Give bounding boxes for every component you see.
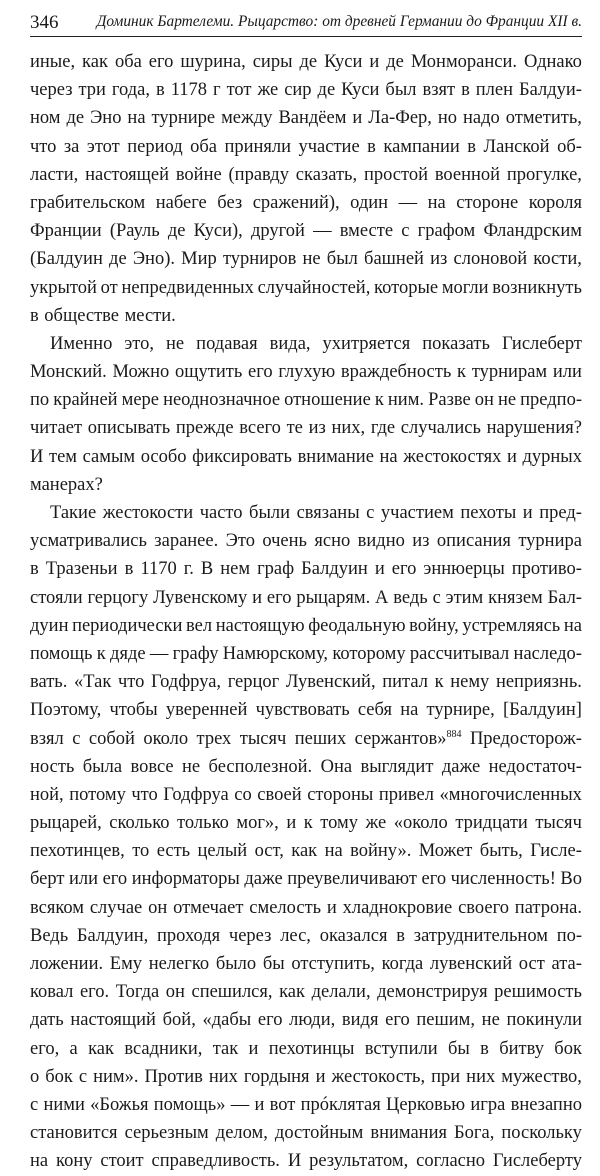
text-line: манерах? xyxy=(30,474,103,495)
text-line: ласти, настоящей войне (правду сказать, простой военной прогулке, xyxy=(30,164,582,185)
text-line: стояли герцогу Лувенскому и его рыцарям. А ведь с этим князем Бал- xyxy=(30,587,582,608)
text-line: становится серьезным делом, достойным внимания Бога, поскольку xyxy=(30,1123,582,1144)
text-line: ной, потому что Годфруа со своей стороны привел «многочисленных xyxy=(30,784,582,805)
text-line: укрытой от непредвиденных случайностей, которые могли возникнуть xyxy=(30,277,582,298)
text-line: И тем самым особо фиксировать внимание на жестокостях и дурных xyxy=(30,446,582,467)
text-line: грабительском набеге без сражений), один — на стороне короля xyxy=(30,192,582,213)
text-line: вать. «Так что Годфруа, герцог Лувенский, питал к нему неприязнь. xyxy=(30,672,582,693)
text-line: ложении. Ему нелегко было бы отступить, когда лувенский ост ата- xyxy=(30,954,582,974)
text-line: читает описывать прежде всего те из них, где случались нарушения? xyxy=(30,418,582,439)
page-header xyxy=(30,10,582,37)
text-line: о бок с ним». Против них гордыня и жестокость, при них мужество, xyxy=(30,1066,582,1087)
text-line: (Балдуин де Эно). Мир турниров не был башней из слоновой кости, xyxy=(30,249,582,270)
running-head: Доминик Бартелеми. Рыцарство: от древней Германии до Франции XII в. xyxy=(96,13,582,30)
text-line: его, а как всадники, так и пехотинцы вступили бы в битву бок xyxy=(30,1038,582,1059)
text-line: с ними «Божья помощь» — и вот прóклятая Церковью игра внезапно xyxy=(30,1094,582,1115)
paragraph xyxy=(30,499,582,1176)
text-line: ность была вовсе не бесполезной. Она выглядит даже недостаточ- xyxy=(30,756,582,777)
paragraph xyxy=(30,48,582,330)
text-line: берт или его информаторы даже преувеличивают его численность! Во xyxy=(30,869,582,890)
body-text xyxy=(30,48,582,1176)
text-line: Ведь Балдуин, проходя через лес, оказался в затруднительном по- xyxy=(30,925,582,946)
text-line: по крайней мере неоднозначное отношение к ним. Разве он не предпо- xyxy=(30,390,582,411)
text-line: на кону стоит справедливость. И результатом, согласно Гислеберту xyxy=(30,1151,582,1172)
text-line: пехотинцев, то есть целый ост, как на войну». Может быть, Гисле- xyxy=(30,841,582,862)
text-line: ном де Эно на турнире между Вандёем и Ла-Фер, но надо отметить, xyxy=(30,108,582,129)
text-line: Франции (Рауль де Куси), другой — вместе с графом Фландрским xyxy=(30,221,582,242)
text-line: Именно это, не подавая вида, ухитряется показать Гислеберт xyxy=(50,333,582,354)
text-line: Монский. Можно ощутить его глухую враждебность к турнирам или xyxy=(30,362,582,383)
footnote-marker[interactable]: 884 xyxy=(446,728,462,740)
text-line: взял с собой около трех тысяч пеших сержантов»$^{884}$ Предосторож- xyxy=(30,728,582,749)
text-line: иные, как оба его шурина, сиры де Куси и де Монморанси. Однако xyxy=(30,52,582,72)
text-line: Такие жестокости часто были связаны с участием пехоты и пред- xyxy=(50,503,582,523)
text-line: усматривались заранее. Это очень ясно видно из описания турнира xyxy=(30,531,582,552)
text-line: дуин периодически вел настоящую феодальную войну, устремляясь на xyxy=(30,615,582,636)
text-line: в Тразеньи в 1170 г. В нем граф Балдуин и его эннюерцы противо- xyxy=(30,559,582,580)
page-number: 346 xyxy=(30,12,59,33)
text-line: в обществе мести. xyxy=(30,305,176,326)
text-line: что за этот период оба приняли участие в кампании в Ланской об- xyxy=(30,136,582,157)
text-line: через три года, в 1178 г тот же сир де Куси был взят в плен Балдуи- xyxy=(30,80,582,101)
text-line: всяком случае он отмечает смелость и хладнокровие своего патрона. xyxy=(30,897,582,918)
text-line: рыцарей, сколько только мог», и к тому же «около тридцати тысяч xyxy=(30,813,582,834)
text-line: помощь к дяде — графу Намюрскому, которому рассчитывал наследо- xyxy=(30,643,582,664)
text-line: ковал его. Тогда он спешился, как делали, демонстрируя решимость xyxy=(30,982,582,1003)
text-line: Поэтому, чтобы уверенней чувствовать себя на турнире, [Балдуин] xyxy=(30,700,582,721)
paragraph xyxy=(30,330,582,499)
text-line: дать настоящий бой, «дабы его люди, видя его пешим, не покинули xyxy=(30,1010,582,1031)
